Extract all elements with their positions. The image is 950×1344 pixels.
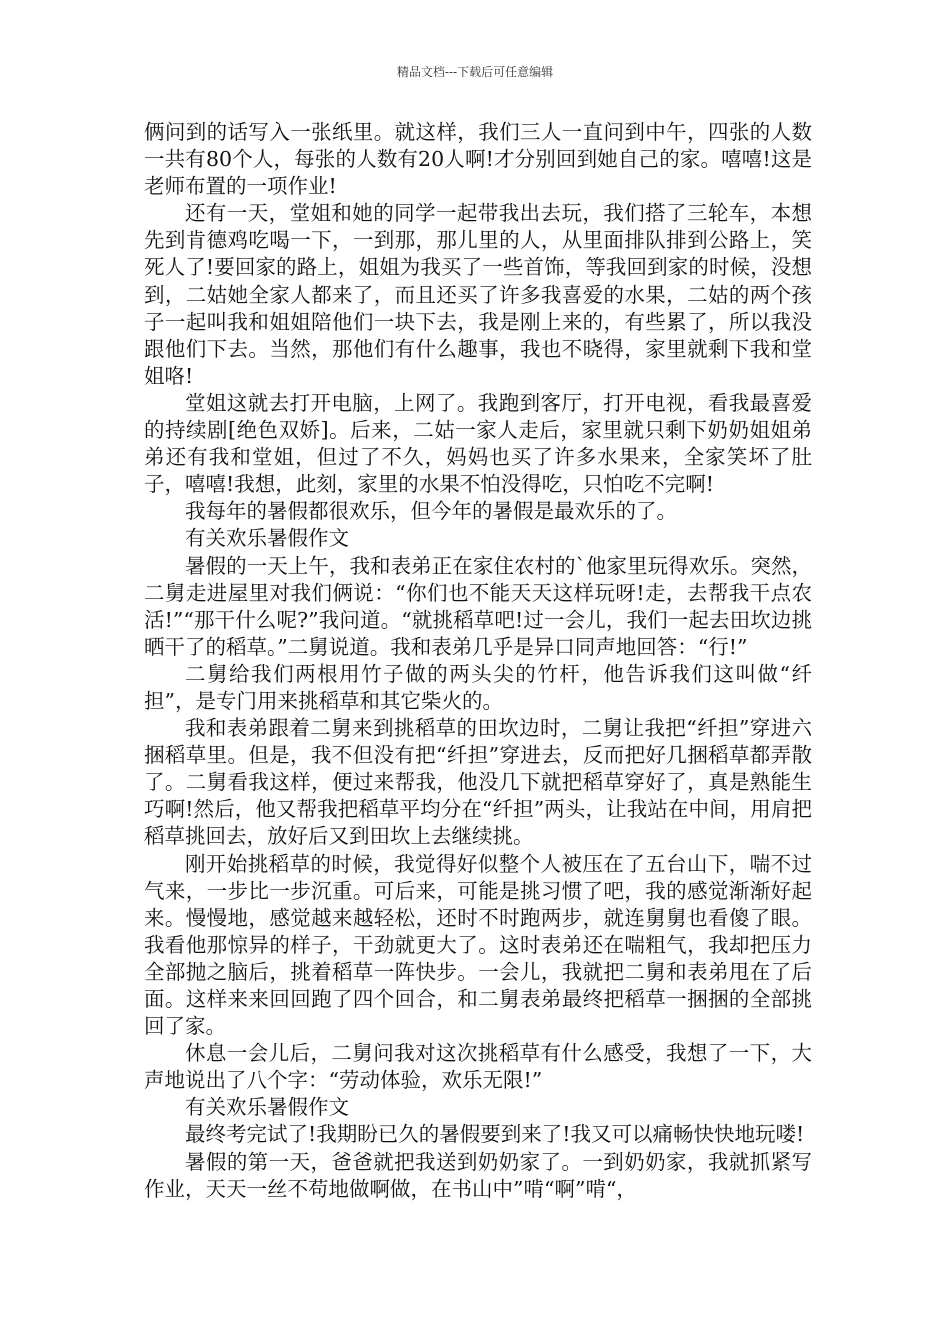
paragraph-9: 休息一会儿后，二舅问我对这次挑稻草有什么感受，我想了一下，大声地说出了八个字：“劳动体验，欢乐无限!” [144, 1041, 812, 1093]
document-body [144, 119, 812, 1203]
paragraph-2: 还有一天，堂姐和她的同学一起带我出去玩，我们搭了三轮车，本想先到肯德鸡吃喝一下，一到那，那儿里的人，从里面排队排到公路上，笑死人了!要回家的路上，姐姐为我买了一些首饰，等我回到家的时候，没想到，二姑她全家人都来了，而且还买了许多我喜爱的水果，二姑的两个孩子一起叫我和姐姐陪他们一块下去，我是刚上来的，有些累了，所以我没跟他们下去。当然，那他们有什么趣事，我也不晓得，家里就剩下我和堂姐咯! [144, 201, 812, 388]
paragraph-3: 堂姐这就去打开电脑，上网了。我跑到客厅，打开电视，看我最喜爱的持续剧[绝色双娇]。后来，二姑一家人走后，家里就只剩下奶奶姐姐弟弟还有我和堂姐，但过了不久，妈妈也买了许多水果来，全家笑坏了肚子，嘻嘻!我想，此刻，家里的水果不怕没得吃，只怕吃不完啊! [144, 390, 812, 497]
section-heading-2: 有关欢乐暑假作文 [185, 1095, 349, 1120]
section-heading-1: 有关欢乐暑假作文 [185, 526, 349, 551]
page-header: 精品文档---下载后可任意编辑 [396, 65, 554, 79]
paragraph-5: 暑假的一天上午，我和表弟正在家住农村的`他家里玩得欢乐。突然，二舅走进屋里对我们俩说：“你们也不能天天这样玩呀!走，去帮我干点农活!”“那干什么呢?”我问道。“就挑稻草吧!过一会儿，我们一起去田坎边挑晒干了的稻草。”二舅说道。我和表弟几乎是异口同声地回答：“行!” [144, 553, 812, 659]
paragraph-10: 最终考完试了!我期盼已久的暑假要到来了!我又可以痛畅快快地玩喽! [185, 1122, 805, 1147]
paragraph-8: 刚开始挑稻草的时候，我觉得好似整个人被压在了五台山下，喘不过气来，一步比一步沉重。可后来，可能是挑习惯了吧，我的感觉渐渐好起来。慢慢地，感觉越来越轻松，还时不时跑两步，就连舅舅也看傻了眼。我看他那惊异的样子，干劲就更大了。这时表弟还在喘粗气，我却把压力全部抛之脑后，挑着稻草一阵快步。一会儿，我就把二舅和表弟甩在了后面。这样来来回回跑了四个回合，和二舅表弟最终把稻草一捆捆的全部挑回了家。 [144, 851, 812, 1039]
paragraph-4: 我每年的暑假都很欢乐，但今年的暑假是最欢乐的了。 [185, 499, 677, 524]
paragraph-11: 暑假的第一天，爸爸就把我送到奶奶家了。一到奶奶家，我就抓紧写作业，天天一丝不苟地做啊做，在书山中”啃“啊”啃“， [144, 1149, 812, 1201]
paragraph-1: 俩问到的话写入一张纸里。就这样，我们三人一直问到中午，四张的人数一共有80个人，每张的人数有20人啊!才分别回到她自己的家。嘻嘻!这是老师布置的一项作业! [144, 120, 812, 199]
paragraph-7: 我和表弟跟着二舅来到挑稻草的田坎边时，二舅让我把“纤担”穿进六捆稻草里。但是，我不但没有把“纤担”穿进去，反而把好几捆稻草都弄散了。二舅看我这样，便过来帮我，他没几下就把稻草穿好了，真是熟能生巧啊!然后，他又帮我把稻草平均分在“纤担”两头，让我站在中间，用肩把稻草挑回去，放好后又到田坎上去继续挑。 [144, 716, 812, 849]
paragraph-6: 二舅给我们两根用竹子做的两头尖的竹杆，他告诉我们这叫做“纤担”，是专门用来挑稻草和其它柴火的。 [144, 661, 812, 713]
